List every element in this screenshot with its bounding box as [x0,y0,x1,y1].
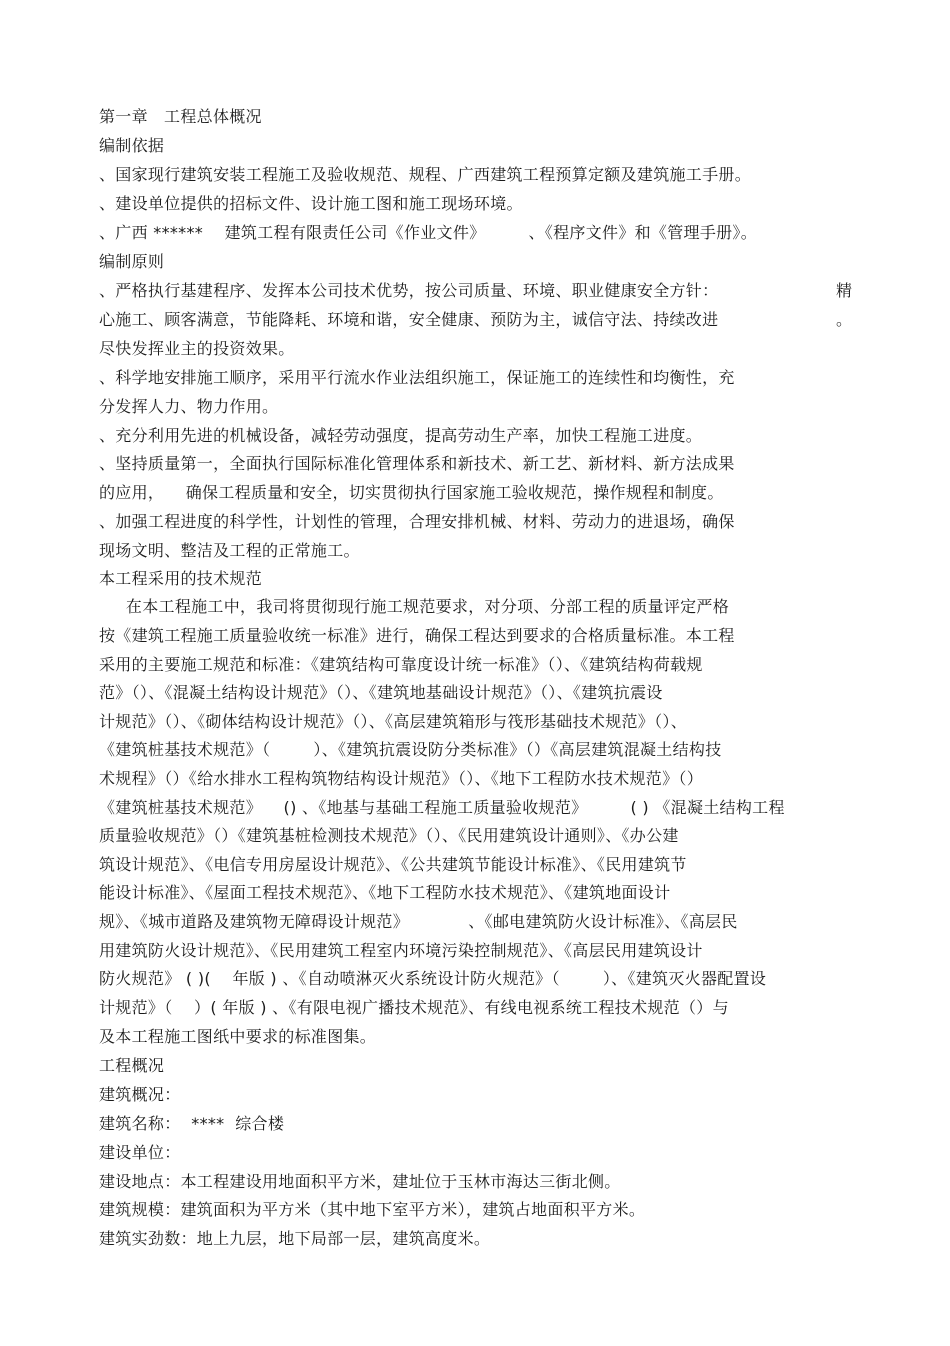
principle-5-line-1: 、加强工程进度的科学性，计划性的管理，合理安排机械、材料、劳动力的进退场，确保 [99,512,735,531]
standards-line: 质量验收规范》（）《建筑基桩检测技术规范》（）、《民用建筑设计通则》、《办公建 [99,826,679,845]
principle-1-line-3: 尽快发挥业主的投资效果。 [99,339,295,358]
standards-line: 防火规范》 ( )( 年版 ) 、《自动喷淋灭火系统设计防火规范》（ ）、《建筑灭火器配置设 [99,969,767,988]
principles-heading: 编制原则 [99,252,165,271]
overview-line: 建设单位： [99,1143,181,1162]
standards-line: 术规程》（）《给水排水工程构筑物结构设计规范》（）、《地下工程防水技术规范》（） [99,769,704,788]
basis-item-1: 、国家现行建筑安装工程施工及验收规范、规程、广西建筑工程预算定额及建筑施工手册。 [99,165,752,184]
standards-line: 能设计标准》、《屋面工程技术规范》、《地下工程防水技术规范》、《建筑地面设计 [99,883,671,902]
standards-line: 在本工程施工中，我司将贯彻现行施工规范要求，对分项、分部工程的质量评定严格 [99,597,730,616]
principle-1-line-2: 心施工、顾客满意，节能降耗、环境和谐，安全健康、预防为主，诚信守法、持续改进 [99,310,719,329]
principle-1-line-2-tail: 。 [836,310,853,329]
principle-2-line-1: 、科学地安排施工顺序，采用平行流水作业法组织施工，保证施工的连续性和均衡性，充 [99,368,735,387]
basis-heading: 编制依据 [99,136,165,155]
overview-line: 建筑规模：建筑面积为平方米（其中地下室平方米），建筑占地面积平方米。 [99,1200,646,1219]
overview-line: 建筑实劲数：地上九层，地下局部一层，建筑高度米。 [99,1229,491,1248]
principle-4-line-1: 、坚持质量第一，全面执行国际标准化管理体系和新技术、新工艺、新材料、新方法成果 [99,454,735,473]
principle-1-line-1-tail: 精 [836,281,853,300]
chapter-title: 第一章 工程总体概况 [99,107,262,126]
standards-line: 采用的主要施工规范和标准：《建筑结构可靠度设计统一标准》（）、《建筑结构荷载规 [99,655,703,674]
principle-5-line-2: 现场文明、整洁及工程的正常施工。 [99,541,360,560]
standards-line: 计规范》（）、《砌体结构设计规范》（）、《高层建筑箱形与筏形基础技术规范》（）、 [99,712,688,731]
standards-line: 筑设计规范》、《电信专用房屋设计规范》、《公共建筑节能设计标准》、《民用建筑节 [99,855,687,874]
overview-heading: 工程概况 [99,1056,165,1075]
standards-line: 计规范》（ ）( 年版 ) 、《有限电视广播技术规范》、有线电视系统工程技术规范（）与 [99,998,729,1017]
basis-item-3: 、广西 ****** 建筑工程有限责任公司《作业文件》 、《程序文件》和《管理手册》。 [99,223,758,242]
standards-line: 《建筑桩基技术规范》 () 、《地基与基础工程施工质量验收规范》 ( ) 《混凝土结构工程 [99,798,785,817]
standards-heading: 本工程采用的技术规范 [99,569,263,588]
overview-line: 建筑名称： **** 综合楼 [99,1114,285,1133]
standards-line: 《建筑桩基技术规范》（ ）、《建筑抗震设防分类标准》（）《高层建筑混凝土结构技 [99,740,722,759]
principle-1-line-1: 、严格执行基建程序、发挥本公司技术优势，按公司质量、环境、职业健康安全方针： [99,281,719,300]
standards-line: 范》（）、《混凝土结构设计规范》（）、《建筑地基础设计规范》（）、《建筑抗震设 [99,683,663,702]
standards-line: 规》、《城市道路及建筑物无障碍设计规范》 、《邮电建筑防火设计标准》、《高层民 [99,912,738,931]
overview-line: 建筑概况： [99,1085,181,1104]
principle-3-line-1: 、充分利用先进的机械设备，减轻劳动强度，提高劳动生产率，加快工程施工进度。 [99,426,703,445]
principle-4-line-2: 的应用， 确保工程质量和安全，切实贯彻执行国家施工验收规范，操作规程和制度。 [99,483,724,502]
overview-line: 建设地点：本工程建设用地面积平方米，建址位于玉林市海达三街北侧。 [99,1172,621,1191]
standards-line: 按《建筑工程施工质量验收统一标准》进行，确保工程达到要求的合格质量标准。本工程 [99,626,735,645]
standards-line: 用建筑防火设计规范》、《民用建筑工程室内环境污染控制规范》、《高层民用建筑设计 [99,941,703,960]
principle-2-line-2: 分发挥人力、物力作用。 [99,397,279,416]
basis-item-2: 、建设单位提供的招标文件、设计施工图和施工现场环境。 [99,194,523,213]
standards-line: 及本工程施工图纸中要求的标准图集。 [99,1027,377,1046]
